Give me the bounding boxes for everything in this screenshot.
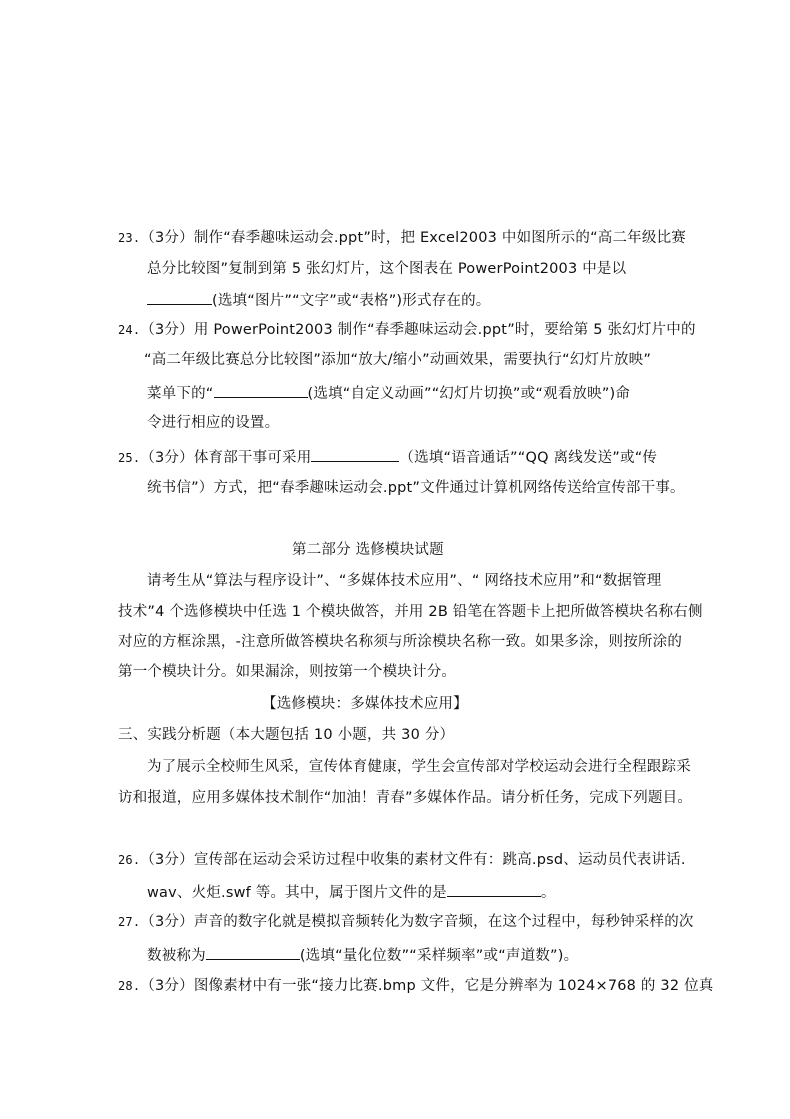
q24-line3 [147, 382, 630, 404]
q24-number: 24. [118, 323, 141, 337]
q24-text-3a: 菜单下的“ [147, 386, 214, 402]
part2-intro-line2: 技术”4 个选修模块中任选 1 个模块做答，并用 2B 铅笔在答题卡上把所做答模块名称右侧 [118, 604, 703, 620]
q25-text-1b: （选填“语音通话”“QQ 离线发送”或“传 [399, 450, 658, 466]
scenario-line2: 访和报道，应用多媒体技术制作“加油！青春”多媒体作品。请分析任务，完成下列题目。 [118, 790, 693, 806]
q27-text-1: 声音的数字化就是模拟音频转化为数字音频，在这个过程中，每秒钟采样的次 [193, 914, 694, 930]
part2-title: 第二部分 选修模块试题 [292, 542, 444, 558]
q25-score: （3分） [140, 450, 194, 466]
q23-text-2: 总分比较图”复制到第 5 张幻灯片，这个图表在 PowerPoint2003 中是以 [147, 261, 627, 277]
q24-line4 [147, 413, 279, 433]
q25-text-1a: 体育部干事可采用 [193, 450, 312, 466]
q25-line2 [147, 478, 685, 498]
part2-intro-line3: 对应的方框涂黑，-注意所做答模块名称须与所涂模块名称一致。如果多涂，则按所涂的 [118, 634, 683, 650]
q23-number: 23. [118, 231, 141, 245]
q26-text-2b: 。 [540, 885, 556, 901]
q23-line3 [147, 289, 490, 311]
q28-score: （3分） [140, 978, 194, 994]
part2-intro-line1: 请考生从“算法与程序设计”、“多媒体技术应用”、“ 网络技术应用”和“数据管理 [147, 573, 662, 589]
q23-line1 [118, 228, 686, 248]
q27-text-2b: (选填“量化位数”“采样频率”或“声道数”)。 [299, 948, 579, 964]
q25-line1 [118, 446, 657, 468]
q26-line1 [118, 850, 686, 870]
q23-line2 [147, 259, 626, 279]
q23-answer-blank[interactable] [147, 289, 212, 305]
q25-text-2: 统书信”）方式，把“春季趣味运动会.ppt”文件通过计算机网络传送给宣传部干事。 [147, 480, 685, 496]
q26-line2 [147, 881, 556, 903]
q26-number: 26. [118, 853, 141, 867]
q28-text-1: 图像素材中有一张“接力比赛.bmp 文件，它是分辨率为 1024×768 的 32 位真 [193, 978, 714, 994]
q24-text-3b: (选填“自定义动画”“幻灯片切换”或“观看放映”)命 [307, 386, 631, 402]
section-heading: 三、实践分析题（本大题包括 10 小题，共 30 分） [118, 727, 455, 743]
q27-number: 27. [118, 915, 141, 929]
q24-answer-blank[interactable] [214, 382, 308, 398]
q27-text-2a: 数被称为 [147, 948, 206, 964]
q26-text-1: 宣传部在运动会采访过程中收集的素材文件有：跳高.psd、运动员代表讲话. [193, 852, 686, 868]
module-title: 【选修模块：多媒体技术应用】 [262, 696, 468, 712]
q28-line1 [118, 976, 714, 996]
q24-line1 [118, 320, 696, 340]
q27-answer-blank[interactable] [206, 944, 300, 960]
q27-score: （3分） [140, 914, 194, 930]
q24-text-2: “高二年级比赛总分比较图”添加“放大/缩小”动画效果，需要执行“幻灯片放映” [144, 352, 652, 368]
q24-text-4: 令进行相应的设置。 [147, 415, 280, 431]
q23-score: （3分） [140, 230, 194, 246]
q24-score: （3分） [140, 322, 194, 338]
q26-answer-blank[interactable] [447, 881, 541, 897]
q24-line2 [144, 350, 651, 370]
q27-line1 [118, 912, 694, 932]
part2-intro-line4: 第一个模块计分。如果漏涂，则按第一个模块计分。 [118, 664, 457, 680]
scenario-line1: 为了展示全校师生风采，宣传体育健康，学生会宣传部对学校运动会进行全程跟踪采 [147, 759, 691, 775]
q25-number: 25. [118, 451, 141, 465]
q28-number: 28. [118, 979, 141, 993]
q26-text-2a: wav、火炬.swf 等。其中，属于图片文件的是 [147, 885, 447, 901]
q23-text-1: 制作“春季趣味运动会.ppt”时，把 Excel2003 中如图所示的“高二年级比赛 [193, 230, 686, 246]
q27-line2 [147, 944, 578, 966]
q23-text-3: (选填“图片”“文字”或“表格”)形式存在的。 [212, 293, 491, 309]
q24-text-1: 用 PowerPoint2003 制作“春季趣味运动会.ppt”时，要给第 5 张幻灯片中的 [193, 322, 696, 338]
q26-score: （3分） [140, 852, 194, 868]
q25-answer-blank[interactable] [311, 446, 399, 462]
